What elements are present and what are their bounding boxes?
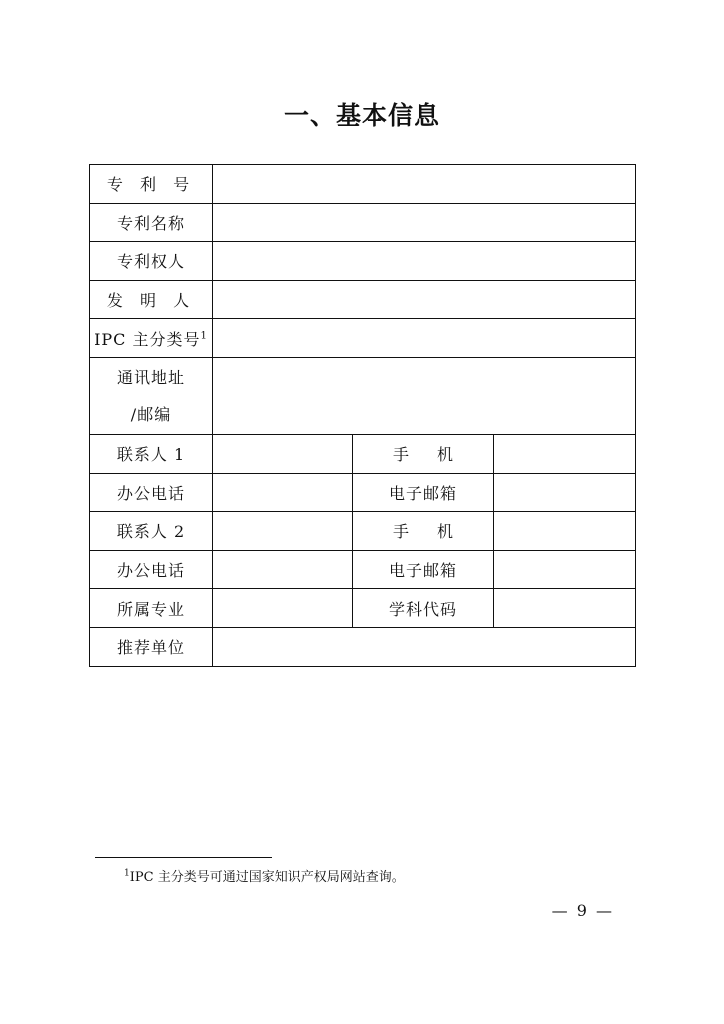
table-row [90,589,636,628]
major-label: 所属专业 [90,589,213,628]
address-label [90,357,213,434]
patentee-field[interactable] [213,242,636,281]
major-field[interactable] [213,589,353,628]
ipc-field[interactable] [213,319,636,358]
page-number: — 9 — [551,901,614,920]
patent-no-label: 专 利 号 [90,165,213,204]
email1-field[interactable] [494,473,636,512]
table-row [90,203,636,242]
email1-label: 电子邮箱 [353,473,494,512]
address-label-line1: 通讯地址 [116,367,185,387]
patent-name-label: 专利名称 [90,203,213,242]
table-row [90,357,636,434]
ipc-label-text: IPC 主分类号 [94,329,201,349]
mobile2-field[interactable] [494,512,636,551]
ipc-footnote-marker: 1 [200,330,208,342]
table-row [90,434,636,473]
subject-code-label: 学科代码 [353,589,494,628]
recommender-field[interactable] [213,627,636,666]
table-row [90,165,636,204]
footnote-text: IPC 主分类号可通过国家知识产权局网站查询。 [129,870,405,885]
patentee-label: 专利权人 [90,242,213,281]
contact1-field[interactable] [213,434,353,473]
footnote-marker: 1 [124,868,130,879]
footnote-divider [95,857,272,858]
contact1-label: 联系人 1 [90,434,213,473]
address-label-line2: /邮编 [130,404,172,424]
mobile2-label: 手机 [353,512,494,551]
office-phone1-label: 办公电话 [90,473,213,512]
recommender-label: 推荐单位 [90,627,213,666]
footnote [124,866,405,885]
mobile1-field[interactable] [494,434,636,473]
ipc-label [90,319,213,358]
table-row [90,242,636,281]
table-row [90,627,636,666]
patent-no-field[interactable] [213,165,636,204]
inventor-field[interactable] [213,280,636,319]
inventor-label: 发 明 人 [90,280,213,319]
table-row [90,280,636,319]
contact2-label: 联系人 2 [90,512,213,551]
office-phone2-label: 办公电话 [90,550,213,589]
subject-code-field[interactable] [494,589,636,628]
table-row [90,512,636,551]
patent-name-field[interactable] [213,203,636,242]
table-row [90,319,636,358]
email2-label: 电子邮箱 [353,550,494,589]
office-phone1-field[interactable] [213,473,353,512]
table-row [90,550,636,589]
address-field[interactable] [213,357,636,434]
office-phone2-field[interactable] [213,550,353,589]
contact2-field[interactable] [213,512,353,551]
mobile1-label: 手机 [353,434,494,473]
table-row [90,473,636,512]
page-title: 一、基本信息 [283,101,440,130]
basic-info-table [89,164,636,667]
email2-field[interactable] [494,550,636,589]
